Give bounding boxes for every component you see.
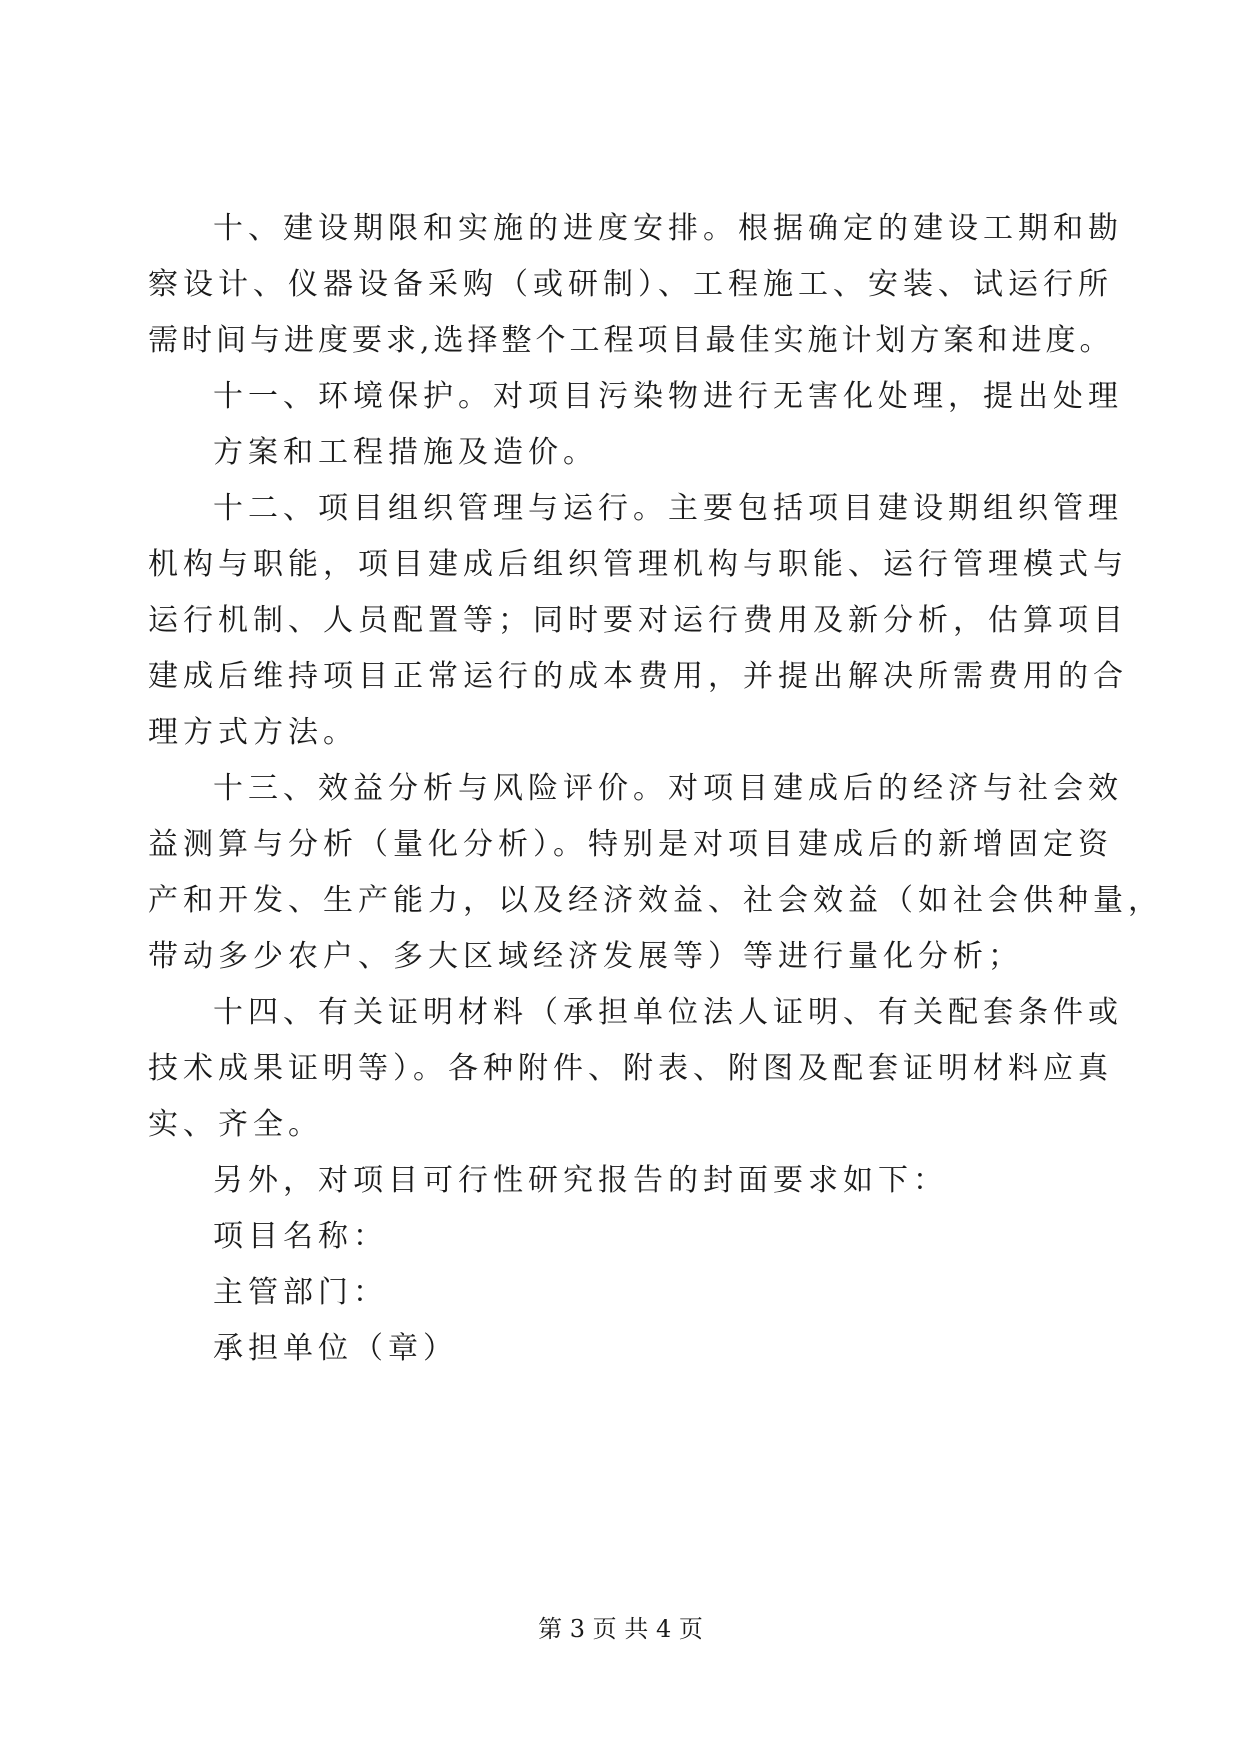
paragraph-line: 项目名称：: [213, 1219, 388, 1254]
paragraph-line: 运行机制、人员配置等；同时要对运行费用及新分析，估算项目: [148, 603, 1128, 638]
paragraph-line: 方案和工程措施及造价。: [213, 435, 598, 470]
paragraph-line: 产和开发、生产能力，以及经济效益、社会效益（如社会供种量，: [148, 883, 1163, 918]
paragraph-line: 十、建设期限和实施的进度安排。根据确定的建设工期和勘: [213, 211, 1123, 246]
paragraph-line: 十二、项目组织管理与运行。主要包括项目建设期组织管理: [213, 491, 1123, 526]
paragraph-line: 察设计、仪器设备采购（或研制）、工程施工、安装、试运行所: [148, 267, 1113, 302]
paragraph-line: 理方式方法。: [148, 715, 358, 750]
paragraph-line: 另外，对项目可行性研究报告的封面要求如下：: [213, 1163, 948, 1198]
paragraph-line: 主管部门：: [213, 1275, 388, 1310]
paragraph-line: 十一、环境保护。对项目污染物进行无害化处理，提出处理: [213, 379, 1123, 414]
paragraph-line: 机构与职能，项目建成后组织管理机构与职能、运行管理模式与: [148, 547, 1128, 582]
page-footer: 第 3 页 共 4 页: [538, 1615, 703, 1643]
paragraph-line: 技术成果证明等）。各种附件、附表、附图及配套证明材料应真: [148, 1051, 1113, 1086]
paragraph-line: 益测算与分析（量化分析）。特别是对项目建成后的新增固定资: [148, 827, 1113, 862]
paragraph-line: 承担单位（章）: [213, 1331, 458, 1366]
paragraph-line: 实、齐全。: [148, 1107, 323, 1142]
paragraph-line: 带动多少农户、多大区域经济发展等）等进行量化分析；: [148, 939, 1023, 974]
paragraph-line: 十三、效益分析与风险评价。对项目建成后的经济与社会效: [213, 771, 1123, 806]
paragraph-line: 建成后维持项目正常运行的成本费用，并提出解决所需费用的合: [148, 659, 1128, 694]
paragraph-line: 需时间与进度要求,选择整个工程项目最佳实施计划方案和进度。: [148, 323, 1114, 358]
paragraph-line: 十四、有关证明材料（承担单位法人证明、有关配套条件或: [213, 995, 1123, 1030]
